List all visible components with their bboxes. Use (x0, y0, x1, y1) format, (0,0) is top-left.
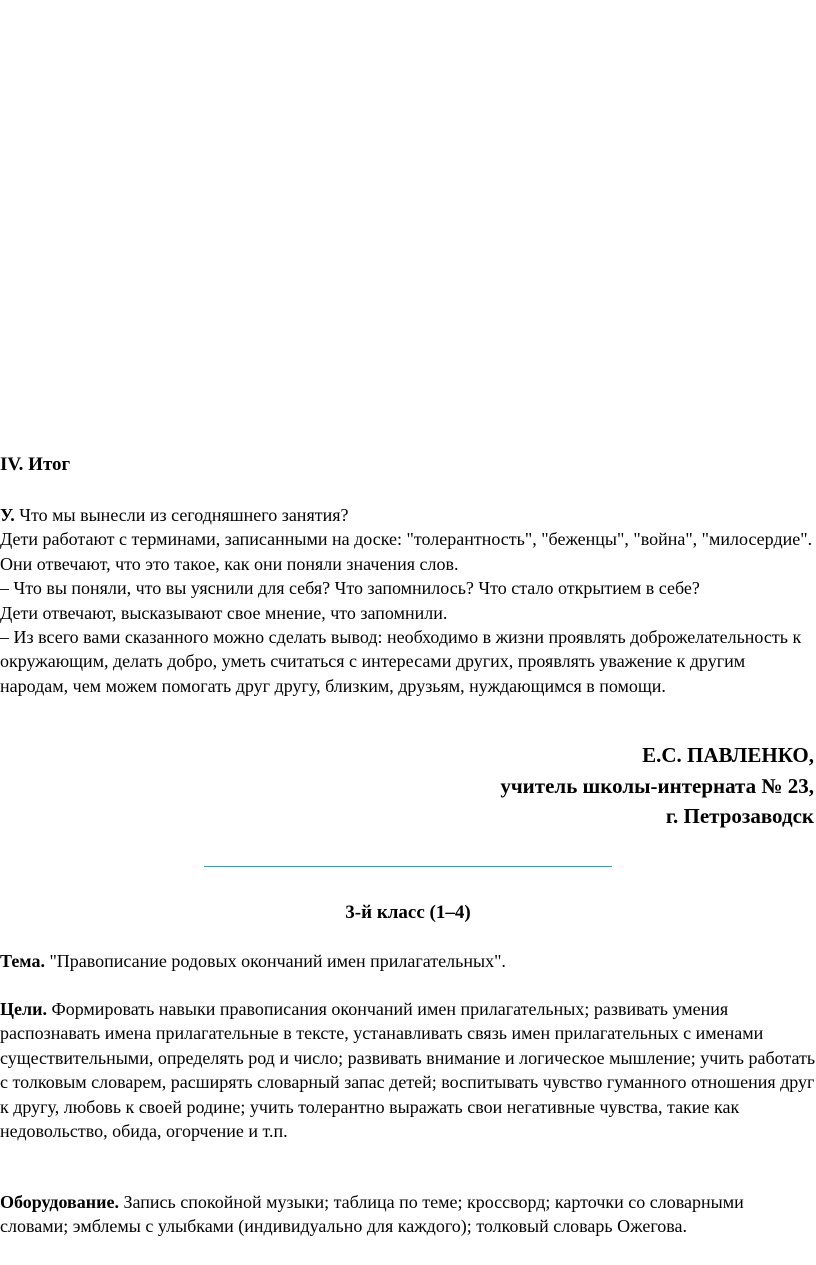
equipment-label: Оборудование. (0, 1192, 120, 1212)
author-signature (500, 740, 814, 832)
section-heading: IV. Итог (0, 454, 71, 475)
topic-text: "Правописание родовых окончаний имен прилагательных". (44, 951, 506, 971)
author-position: учитель школы-интерната № 23, (500, 773, 814, 798)
summary-line: – Что вы поняли, что вы уяснили для себя? Что запомнилось? Что стало открытием в себе? (0, 578, 700, 599)
author-name: Е.С. ПАВЛЕНКО, (642, 743, 814, 767)
teacher-question (0, 503, 816, 527)
equipment-text: Запись спокойной музыки; таблица по теме; кроссворд; карточки со словарными словами; эмблемы с улыбками (индивидуально для каждого); толковый словарь Ожегова. (0, 1192, 744, 1237)
goals-paragraph (0, 997, 816, 1143)
summary-line: – Из всего вами сказанного можно сделать вывод: необходимо в жизни проявлять доброжелательность к окружающим, делать добро, уметь считаться с интересами других, проявлять уважение к другим народам, чем можем помогать друг другу, близким, друзьям, нуждающимся в помощи. (0, 627, 802, 696)
class-title: 3-й класс (1–4) (345, 902, 471, 923)
topic-label: Тема. (0, 951, 45, 971)
question-text: Что мы вынесли из сегодняшнего занятия? (14, 505, 349, 525)
goals-label: Цели. (0, 999, 47, 1019)
summary-block (0, 503, 816, 698)
section-divider (204, 866, 612, 867)
goals-text: Формировать навыки правописания окончаний имен прилагательных; развивать умения распознавать имена прилагательные в тексте, устанавливать связь имен прилагательных с именами существительными, определять род и число; развивать внимание и логическое мышление; учить работать с толковым словарем, расширять словарный запас детей; воспитывать чувство гуманного отношения друг к другу, любовь к своей родине; учить толерантно выражать свои негативные чувства, такие как недовольство, обида, огорчение и т.п. (0, 999, 816, 1142)
teacher-prefix: У. (0, 505, 15, 525)
author-city: г. Петрозаводск (665, 804, 814, 828)
topic-paragraph (0, 949, 816, 973)
summary-line: Дети отвечают, высказывают свое мнение, что запомнили. (0, 602, 448, 623)
equipment-paragraph (0, 1190, 816, 1239)
summary-line: Дети работают с терминами, записанными на доске: "толерантность", "беженцы", "война", "милосердие". Они отвечают, что это такое, как они поняли значения слов. (0, 529, 813, 574)
